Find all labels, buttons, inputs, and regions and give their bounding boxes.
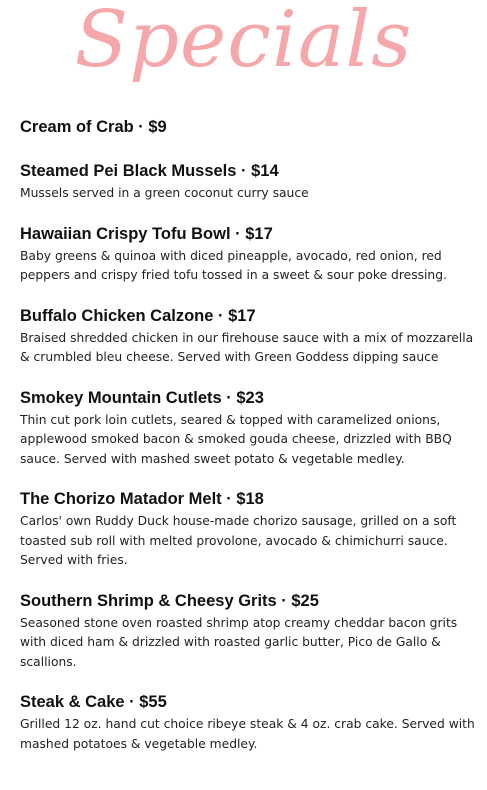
menu-item (20, 488, 475, 571)
menu-item-title: Steamed Pei Black Mussels · $14 (20, 162, 279, 180)
menu-item (20, 590, 475, 673)
menu-item (20, 305, 475, 368)
menu-item-title: The Chorizo Matador Melt · $18 (20, 490, 264, 508)
menu-item-description: Thin cut pork loin cutlets, seared & topped with caramelized onions, applewood smoked bacon & smoked gouda cheese, drizzled with BBQ sauce. Served with mashed sweet potato & vegetable medley. (20, 412, 452, 466)
menu-item-title: Hawaiian Crispy Tofu Bowl · $17 (20, 224, 273, 243)
specials-list (20, 116, 475, 773)
menu-item-title: Buffalo Chicken Calzone · $17 (20, 306, 256, 325)
menu-item (20, 116, 475, 138)
menu-item (20, 691, 475, 754)
menu-item-title: Smokey Mountain Cutlets · $23 (20, 388, 264, 407)
page-title: Specials (74, 0, 413, 85)
menu-item-title: Cream of Crab · $9 (20, 118, 167, 136)
menu-item-description: Braised shredded chicken in our firehouse sauce with a mix of mozzarella & crumbled bleu cheese. Served with Green Goddess dipping sauce (20, 330, 474, 364)
menu-item (20, 387, 475, 470)
menu-item-title: Steak & Cake · $55 (20, 693, 167, 711)
menu-item-title: Southern Shrimp & Cheesy Grits · $25 (20, 591, 319, 610)
menu-item (20, 223, 475, 286)
menu-item-description: Carlos' own Ruddy Duck house-made chorizo sausage, grilled on a soft toasted sub roll with melted provolone, avocado & chimichurri sauce. Served with fries. (20, 514, 457, 567)
menu-item-description: Baby greens & quinoa with diced pineapple, avocado, red onion, red peppers and crispy fried tofu tossed in a sweet & sour poke dressing. (20, 248, 447, 282)
menu-item-description: Mussels served in a green coconut curry sauce (20, 186, 309, 200)
menu-item-description: Seasoned stone oven roasted shrimp atop creamy cheddar bacon grits with diced ham & drizzled with roasted garlic butter, Pico de Gallo & scallions. (20, 615, 458, 669)
menu-item-description: Grilled 12 oz. hand cut choice ribeye steak & 4 oz. crab cake. Served with mashed potatoes & vegetable medley. (20, 717, 475, 751)
menu-item (20, 160, 475, 204)
